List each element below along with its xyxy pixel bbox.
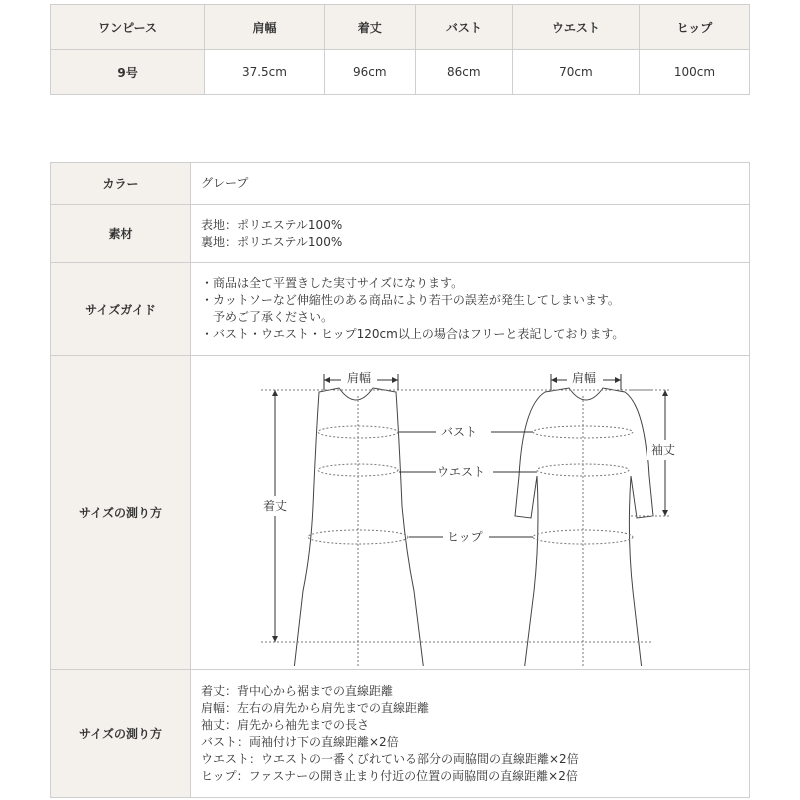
header-cell-waist: ウエスト xyxy=(512,5,639,50)
color-value: グレープ xyxy=(191,163,750,205)
sizeguide-line: ・カットソーなど伸縮性のある商品により若干の誤差が発生してしまいます。 xyxy=(201,293,620,307)
arrowhead xyxy=(324,377,330,383)
size-cell-size: 9号 xyxy=(51,50,205,95)
length-label: 着丈 xyxy=(263,499,288,513)
arrowhead xyxy=(615,377,621,383)
info-row-measure-diagram xyxy=(51,356,750,670)
measure-text-value xyxy=(191,670,750,798)
header-cell-length: 着丈 xyxy=(324,5,415,50)
arrowhead xyxy=(551,377,557,383)
header-cell-bust: バスト xyxy=(415,5,512,50)
material-label: 素材 xyxy=(51,205,191,263)
hip-label: ヒップ xyxy=(447,530,483,544)
size-cell-bust: 86cm xyxy=(415,50,512,95)
bust-label: バスト xyxy=(441,425,478,439)
info-row-measure-text xyxy=(51,670,750,798)
sizeguide-value xyxy=(191,263,750,356)
size-cell-length: 96cm xyxy=(324,50,415,95)
measure-line: 肩幅：左右の肩先から肩先までの直線距離 xyxy=(201,700,430,715)
info-row-material xyxy=(51,205,750,263)
arrowhead xyxy=(662,510,668,516)
measure2-label: サイズの測り方 xyxy=(51,670,191,798)
size-cell-shoulder: 37.5cm xyxy=(205,50,325,95)
header-cell-shoulder: 肩幅 xyxy=(205,5,325,50)
arrowhead xyxy=(662,390,668,396)
info-row-sizeguide xyxy=(51,263,750,356)
waist-label: ウエスト xyxy=(437,465,486,479)
size-cell-waist: 70cm xyxy=(512,50,639,95)
arrowhead xyxy=(272,390,278,396)
measure-line: 着丈：背中心から裾までの直線距離 xyxy=(201,683,394,698)
size-table-header-row xyxy=(51,5,750,50)
arrowhead xyxy=(392,377,398,383)
product-info-table xyxy=(50,162,750,798)
color-label: カラー xyxy=(51,163,191,205)
info-row-color xyxy=(51,163,750,205)
size-table-row xyxy=(51,50,750,95)
arrowhead xyxy=(272,636,278,642)
size-table xyxy=(50,4,750,95)
measure-line: 袖丈：肩先から袖先までの長さ xyxy=(201,717,370,732)
measurement-diagram xyxy=(191,356,749,666)
sleeveless-dress-outline xyxy=(291,388,427,666)
size-cell-hip: 100cm xyxy=(639,50,749,95)
shoulder-label-left: 肩幅 xyxy=(347,371,372,385)
sizeguide-line: 予めご了承ください。 xyxy=(201,310,334,324)
sizeguide-line: ・商品は全て平置きした実寸サイズになります。 xyxy=(201,276,464,290)
measure-line: バスト：両袖付け下の直線距離×2倍 xyxy=(201,734,399,749)
material-value xyxy=(191,205,750,263)
sleeve-label: 袖丈 xyxy=(651,443,676,457)
header-cell-hip: ヒップ xyxy=(639,5,749,50)
sizeguide-label: サイズガイド xyxy=(51,263,191,356)
measure-label: サイズの測り方 xyxy=(51,356,191,670)
measure-line: ウエスト：ウエストの一番くびれている部分の両脇間の直線距離×2倍 xyxy=(201,751,579,766)
sizeguide-line: ・バスト・ウエスト・ヒップ120cm以上の場合はフリーと表記しております。 xyxy=(201,327,625,341)
material-line: 表地：ポリエステル100% xyxy=(201,217,343,232)
material-line: 裏地：ポリエステル100% xyxy=(201,234,343,249)
header-cell-type: ワンピース xyxy=(51,5,205,50)
measure-diagram-cell xyxy=(191,356,750,670)
shoulder-label-right: 肩幅 xyxy=(572,371,597,385)
measure-line: ヒップ：ファスナーの開き止まり付近の位置の両脇間の直線距離×2倍 xyxy=(201,768,578,783)
